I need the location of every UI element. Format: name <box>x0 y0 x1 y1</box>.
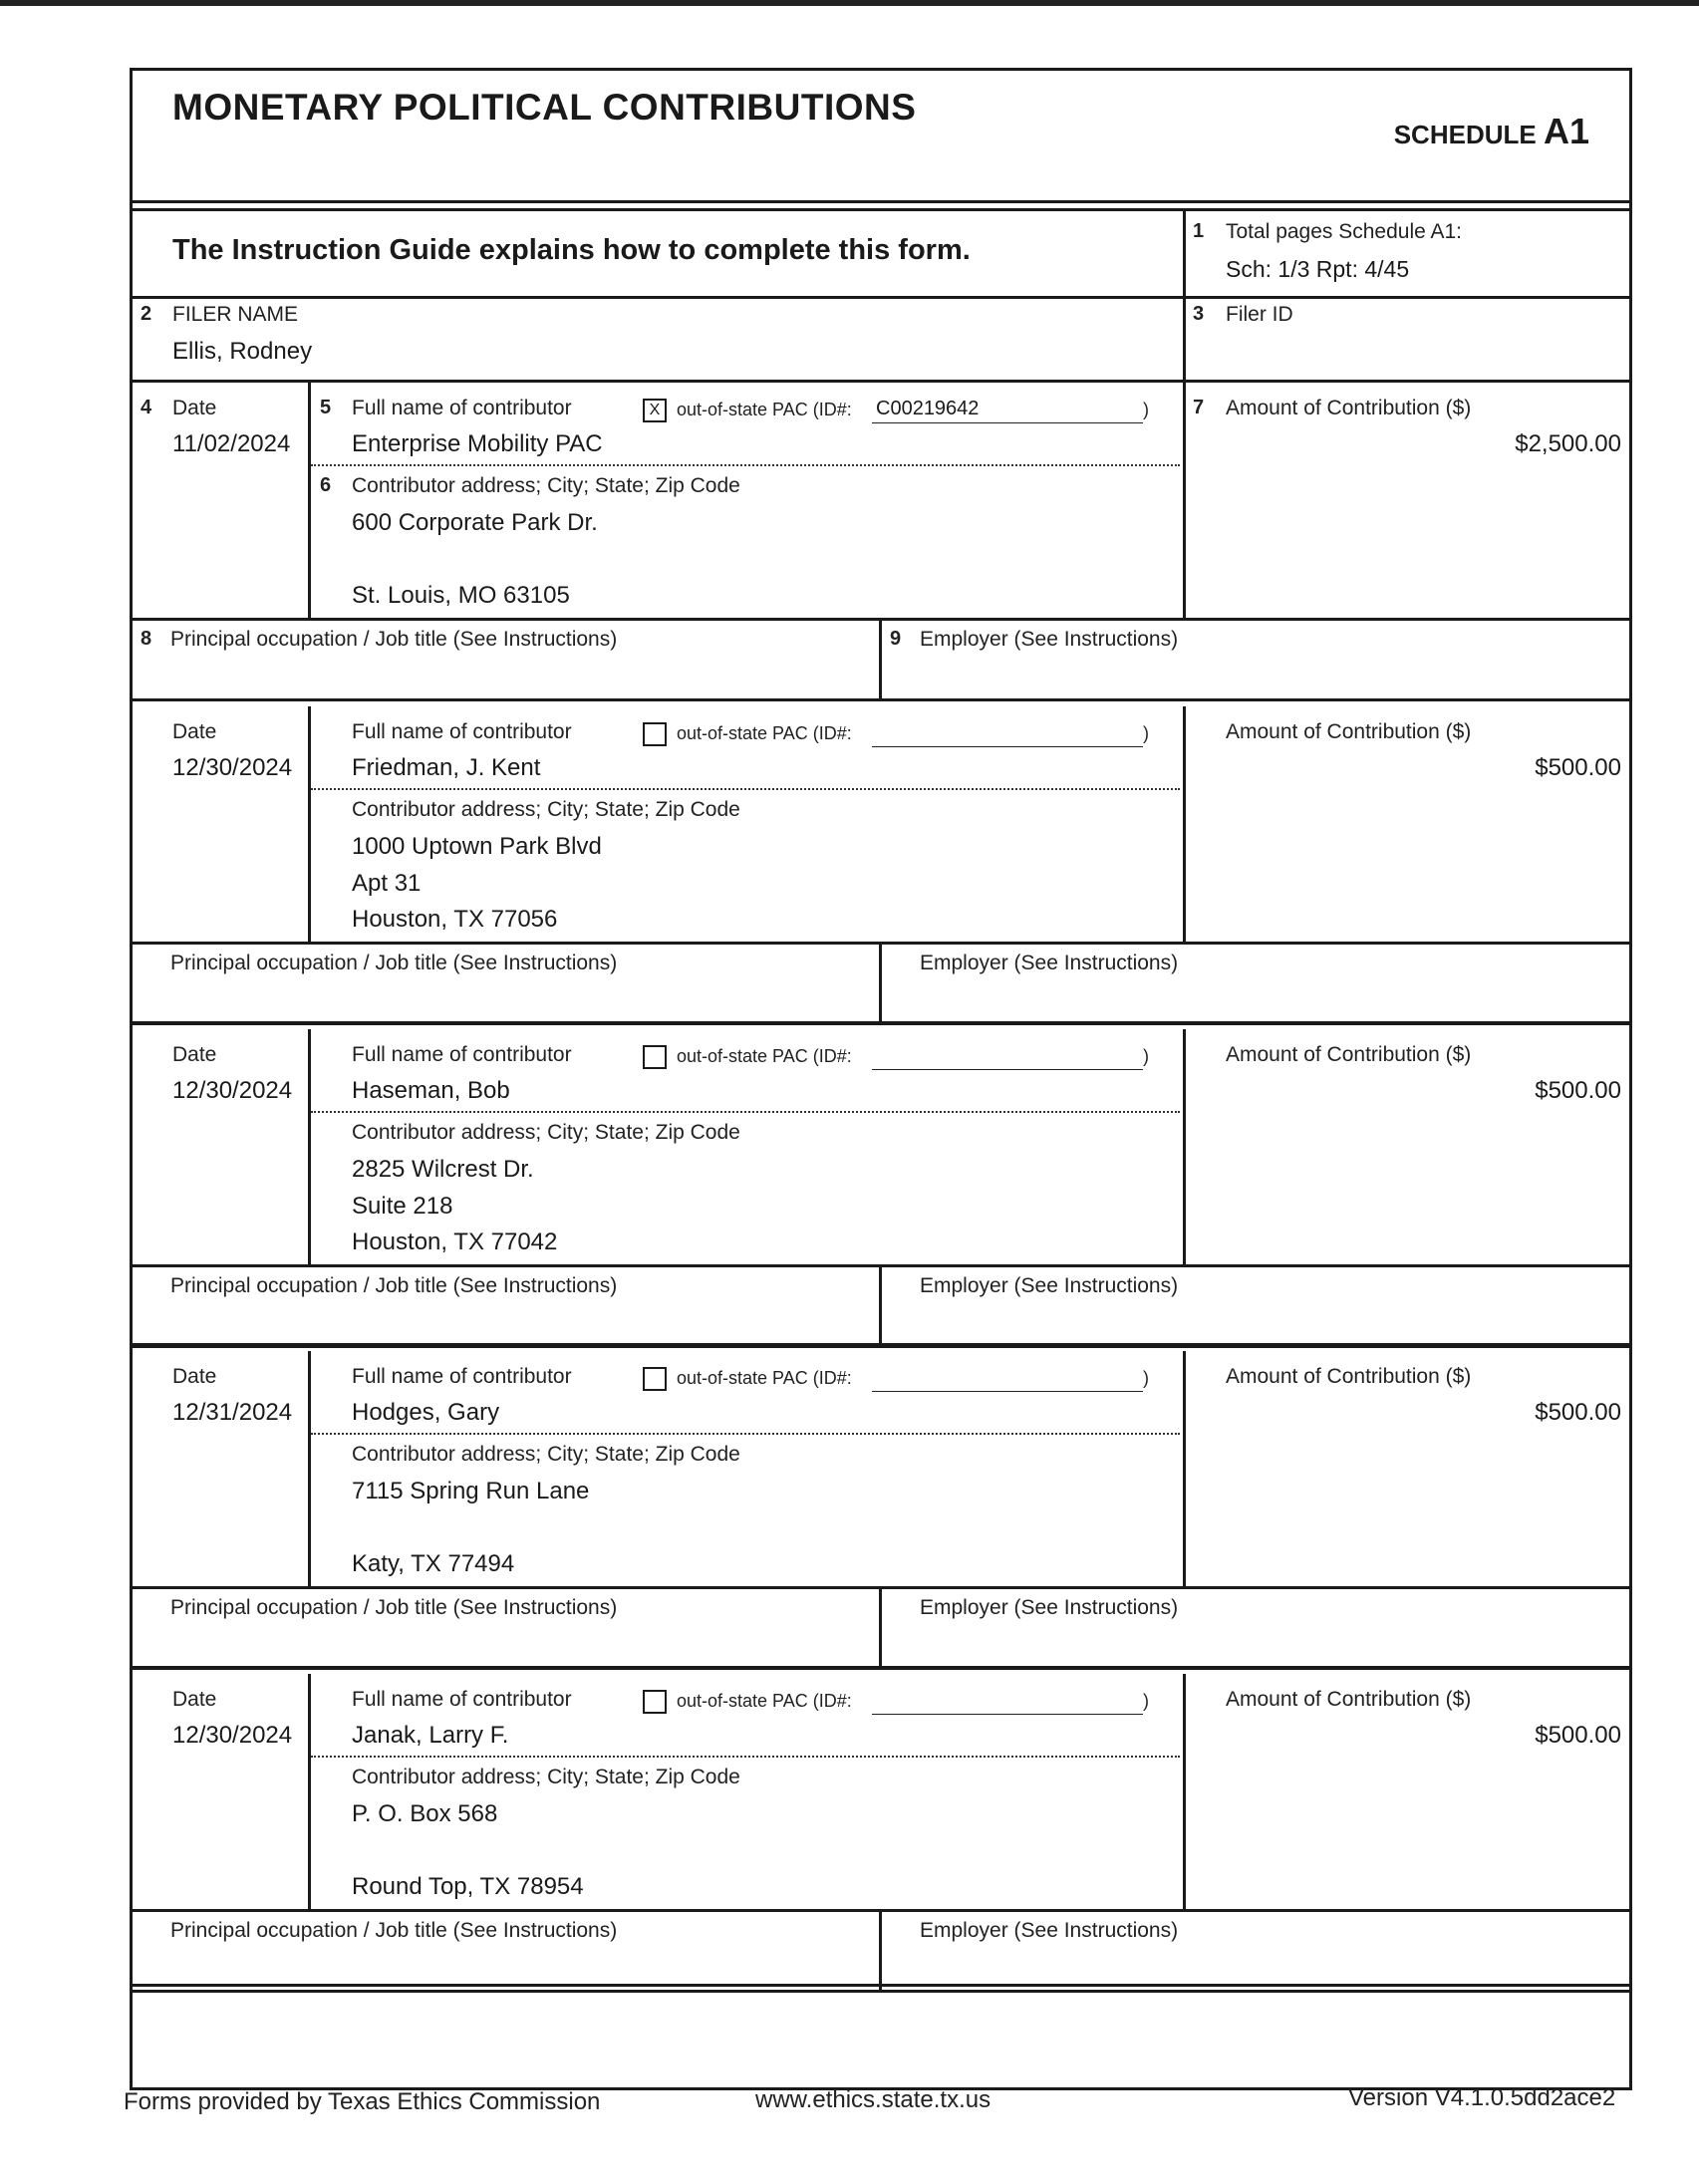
contribution-date: 12/31/2024 <box>172 1399 293 1426</box>
divider <box>133 1021 1629 1024</box>
pac-label: out-of-state PAC (ID#: <box>677 1691 852 1711</box>
footer-website: www.ethics.state.tx.us <box>755 2086 991 2113</box>
contribution-amount: $500.00 <box>1535 1399 1621 1426</box>
contribution-amount: $500.00 <box>1535 1077 1621 1104</box>
city-state-zip: St. Louis, MO 63105 <box>352 582 570 609</box>
dotted-divider <box>311 1111 1180 1113</box>
contributor-name: Haseman, Bob <box>352 1077 510 1104</box>
amount-label: Amount of Contribution ($) <box>1226 397 1472 419</box>
divider <box>308 383 311 618</box>
pac-label: out-of-state PAC (ID#: <box>677 723 852 743</box>
divider <box>1183 706 1186 942</box>
dotted-divider <box>311 788 1180 790</box>
contribution-amount: $500.00 <box>1535 754 1621 781</box>
amount-label: Amount of Contribution ($) <box>1226 720 1472 743</box>
contributor-name: Enterprise Mobility PAC <box>352 430 603 457</box>
field-number: 4 <box>141 397 152 418</box>
footer-version: Version V4.1.0.5dd2ace2 <box>1348 2084 1616 2111</box>
divider <box>1183 1674 1186 1909</box>
contribution-date: 12/30/2024 <box>172 754 293 781</box>
date-label: Date <box>172 1365 217 1388</box>
filer-name-value: Ellis, Rodney <box>172 338 313 365</box>
pac-id: C00219642 <box>876 398 980 419</box>
date-label: Date <box>172 1043 217 1066</box>
divider <box>879 1264 882 1345</box>
address-label: Contributor address; City; State; Zip Code <box>352 1121 740 1144</box>
contributor-name-label: Full name of contributor <box>352 1043 572 1066</box>
employer-label: Employer (See Instructions) <box>920 1919 1179 1942</box>
city-state-zip: Katy, TX 77494 <box>352 1550 515 1577</box>
out-of-state-pac-checkbox[interactable] <box>643 722 667 746</box>
dotted-divider <box>311 1433 1180 1435</box>
employer-label: Employer (See Instructions) <box>920 1274 1179 1297</box>
dotted-divider <box>311 464 1180 466</box>
divider <box>1183 383 1186 618</box>
field-number: 1 <box>1193 220 1205 242</box>
out-of-state-pac-checkbox[interactable] <box>643 1690 667 1714</box>
address-line-1: 1000 Uptown Park Blvd <box>352 833 602 860</box>
contribution-amount: $500.00 <box>1535 1722 1621 1749</box>
pac-id-underline <box>872 1069 1143 1070</box>
address-line-2: Suite 218 <box>352 1193 453 1220</box>
contributor-name: Janak, Larry F. <box>352 1722 509 1749</box>
schedule-id: A1 <box>1543 111 1589 151</box>
address-line-1: 600 Corporate Park Dr. <box>352 509 598 536</box>
filer-id-label: Filer ID <box>1226 303 1293 326</box>
employer-label: Employer (See Instructions) <box>920 628 1179 651</box>
address-line-2: Apt 31 <box>352 870 422 897</box>
address-label: Contributor address; City; State; Zip Code <box>352 1443 740 1466</box>
schedule-code <box>1394 111 1589 152</box>
address-line-1: P. O. Box 568 <box>352 1800 498 1827</box>
occupation-label: Principal occupation / Job title (See Instructions) <box>170 1596 618 1619</box>
address-line-1: 2825 Wilcrest Dr. <box>352 1156 534 1183</box>
pac-close: ) <box>1143 1691 1149 1711</box>
amount-label: Amount of Contribution ($) <box>1226 1043 1472 1066</box>
footer-provider: Forms provided by Texas Ethics Commission <box>124 2088 601 2115</box>
city-state-zip: Round Top, TX 78954 <box>352 1873 584 1900</box>
total-pages-label: Total pages Schedule A1: <box>1226 220 1463 243</box>
total-pages-value: Sch: 1/3 Rpt: 4/45 <box>1226 256 1410 282</box>
field-number: 7 <box>1193 397 1205 418</box>
contribution-amount: $2,500.00 <box>1515 430 1621 457</box>
address-label: Contributor address; City; State; Zip Code <box>352 1766 740 1788</box>
divider <box>1183 1029 1186 1264</box>
pac-close: ) <box>1143 1368 1149 1388</box>
employer-label: Employer (See Instructions) <box>920 952 1179 974</box>
amount-label: Amount of Contribution ($) <box>1226 1688 1472 1711</box>
occupation-label: Principal occupation / Job title (See Instructions) <box>170 1919 618 1942</box>
occupation-label: Principal occupation / Job title (See Instructions) <box>170 952 618 974</box>
pac-label: out-of-state PAC (ID#: <box>677 400 852 419</box>
field-number: 5 <box>320 397 332 418</box>
city-state-zip: Houston, TX 77042 <box>352 1228 558 1255</box>
divider <box>133 698 1629 701</box>
divider <box>133 380 1629 383</box>
pac-id-underline <box>872 422 1143 423</box>
pac-close: ) <box>1143 400 1149 419</box>
address-label: Contributor address; City; State; Zip Code <box>352 798 740 821</box>
divider <box>879 1909 882 1990</box>
contributor-name-label: Full name of contributor <box>352 1365 572 1388</box>
scan-edge <box>0 0 1699 6</box>
divider <box>133 296 1629 299</box>
contribution-date: 12/30/2024 <box>172 1077 293 1104</box>
divider <box>879 942 882 1022</box>
pac-id-underline <box>872 1714 1143 1715</box>
field-number: 8 <box>141 628 152 650</box>
address-label: Contributor address; City; State; Zip Code <box>352 474 740 497</box>
divider <box>308 1029 311 1264</box>
pac-label: out-of-state PAC (ID#: <box>677 1046 852 1066</box>
form-title: MONETARY POLITICAL CONTRIBUTIONS <box>172 87 917 128</box>
pac-label: out-of-state PAC (ID#: <box>677 1368 852 1388</box>
divider <box>133 208 1629 211</box>
date-label: Date <box>172 720 217 743</box>
employer-label: Employer (See Instructions) <box>920 1596 1179 1619</box>
divider <box>133 1343 1629 1346</box>
contributor-name-label: Full name of contributor <box>352 720 572 743</box>
pac-close: ) <box>1143 723 1149 743</box>
contribution-form <box>130 68 1632 2090</box>
divider <box>308 1351 311 1586</box>
contributor-name-label: Full name of contributor <box>352 1688 572 1711</box>
occupation-label: Principal occupation / Job title (See Instructions) <box>170 628 618 651</box>
date-label: Date <box>172 397 217 419</box>
contribution-date: 11/02/2024 <box>172 430 291 457</box>
contributor-name: Friedman, J. Kent <box>352 754 541 781</box>
address-line-1: 7115 Spring Run Lane <box>352 1478 590 1504</box>
divider <box>308 706 311 942</box>
occupation-label: Principal occupation / Job title (See Instructions) <box>170 1274 618 1297</box>
divider <box>879 618 882 698</box>
dotted-divider <box>311 1756 1180 1758</box>
filer-name-label: FILER NAME <box>172 303 299 326</box>
divider <box>308 1674 311 1909</box>
divider <box>133 1666 1629 1669</box>
divider <box>133 1990 1629 1993</box>
out-of-state-pac-checkbox[interactable] <box>643 1367 667 1391</box>
city-state-zip: Houston, TX 77056 <box>352 906 558 933</box>
instruction-guide-text: The Instruction Guide explains how to complete this form. <box>172 234 971 266</box>
field-number: 6 <box>320 474 332 496</box>
contributor-name: Hodges, Gary <box>352 1399 500 1426</box>
schedule-label: SCHEDULE <box>1393 120 1537 149</box>
out-of-state-pac-checkbox[interactable] <box>643 1045 667 1069</box>
pac-close: ) <box>1143 1046 1149 1066</box>
divider <box>879 1586 882 1667</box>
out-of-state-pac-checkbox[interactable]: X <box>643 399 667 422</box>
amount-label: Amount of Contribution ($) <box>1226 1365 1472 1388</box>
divider <box>133 1984 1629 1987</box>
pac-id-underline <box>872 746 1143 747</box>
field-number: 2 <box>141 303 152 325</box>
contributor-name-label: Full name of contributor <box>352 397 572 419</box>
contribution-date: 12/30/2024 <box>172 1722 293 1749</box>
divider <box>1183 1351 1186 1586</box>
field-number: 9 <box>890 628 902 650</box>
divider <box>133 200 1629 203</box>
pac-id-underline <box>872 1391 1143 1392</box>
field-number: 3 <box>1193 303 1205 325</box>
date-label: Date <box>172 1688 217 1711</box>
